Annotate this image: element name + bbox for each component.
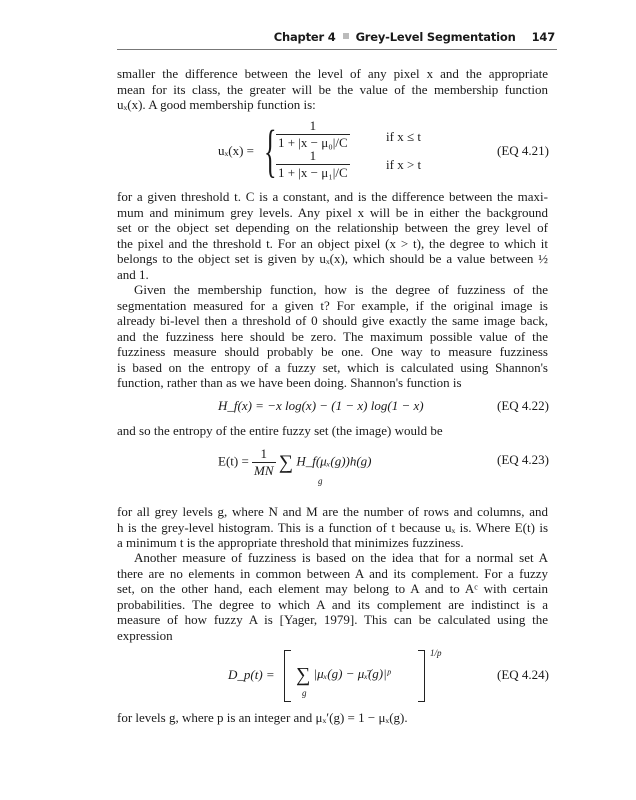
text-line: set or the object set depending on the relationship between the grey level of (117, 220, 548, 235)
eq423-rhs: H_f(μₓ(g))h(g) (296, 453, 372, 469)
numerator: 1 (260, 446, 268, 461)
eq424-body (296, 664, 390, 687)
eq423-main (218, 446, 372, 479)
chapter-title: Grey-Level Segmentation (355, 30, 516, 44)
text-line: h is the grey-level histogram. This is a function of t because uₓ is. Where E(t) is (117, 519, 548, 535)
eq421-case-1 (276, 148, 350, 181)
text-line: belongs to the object set is given by uₓ(x), which should be a value between ½ (117, 251, 548, 266)
eq424-lhs: D_p(t) = (228, 667, 275, 682)
header-rule (117, 49, 557, 50)
denominator: MN (254, 463, 274, 478)
denominator: 1 + |x − μ₁|/C (278, 165, 348, 180)
text-line: expression (117, 627, 173, 643)
text-line: already bi-level then a threshold of 0 should give exactly the same image back, (117, 313, 548, 328)
text-line: Given the membership function, how is the degree of fuzziness of the (134, 282, 548, 297)
text-line: mum and minimum grey levels. Any pixel x will be in either the background (117, 204, 548, 220)
eq423-sum-index: g (318, 476, 323, 486)
text-line: Another measure of fuzziness is based on the idea that for a normal set A (134, 550, 548, 565)
text-line: and so the entropy of the entire fuzzy set (the image) would be (117, 423, 443, 438)
numerator: 1 (309, 148, 317, 163)
text-line: measure of how fuzzy A is [Yager, 1979]. This can be calculated using the (117, 612, 548, 627)
eq424-label: (EQ 4.24) (497, 667, 549, 682)
text-line: uₓ(x). A good membership function is: (117, 97, 316, 112)
eq421-case-0 (276, 118, 350, 151)
text-line: the pixel and the threshold t. For an object pixel (x > t), the degree to which it (117, 235, 548, 251)
text-line: probabilities. The degree to which A and its complement are indistinct is a (117, 596, 548, 612)
text-line: smaller the difference between the level of any pixel x and the appropriate (117, 66, 548, 81)
left-bracket (284, 650, 291, 702)
eq422-body: H_f(x) = −x log(x) − (1 − x) log(1 − x) (218, 398, 424, 413)
text-line: for a given threshold t. C is a constant, and is the difference between the maxi- (117, 189, 548, 204)
eq423-lhs: E(t) = (218, 453, 249, 469)
eq421-cond-0: if x ≤ t (386, 129, 421, 144)
text-line: set, on the other hand, each element may belong to A and to Aᶜ with certain (117, 581, 548, 596)
text-line: mean for its class, the greater will be the value of the membership function (117, 81, 548, 97)
text-line: is based on the entropy of a fuzzy set, which is calculated using Shannon's (117, 359, 548, 375)
eq422-label: (EQ 4.22) (497, 398, 549, 413)
denominator: 1 + |x − μ₀|/C (278, 135, 348, 150)
eq421-label: (EQ 4.21) (497, 143, 549, 158)
text-line: for levels g, where p is an integer and μₓ′(g) = 1 − μₓ(g). (117, 710, 408, 725)
text-line: segmentation measured for a given t? For example, if the original image is (117, 297, 548, 313)
text-line: for all grey levels g, where N and M are the number of rows and columns, and (117, 504, 548, 519)
text-line: function, rather than as we have been doing. Shannon's function is (117, 375, 462, 390)
eq424-sum-index: g (302, 688, 307, 698)
separator-square-icon (343, 33, 349, 39)
text-line: and the fuzziness here should be zero. The maximum possible value of the (117, 328, 548, 344)
sum-symbol: ∑ (296, 664, 311, 686)
eq424-exponent: 1/p (430, 648, 442, 658)
eq424-summand: |μₓ(g) − μₓ̄(g)|ᵖ (313, 666, 391, 681)
eq423-label: (EQ 4.23) (497, 452, 549, 467)
page-number: 147 (531, 30, 555, 44)
text-line: a minimum t is the appropriate threshold that minimizes fuzziness. (117, 535, 464, 550)
eq421-cond-1: if x > t (386, 157, 422, 172)
text-line: there are no elements in common between A and its complement. For a fuzzy (117, 565, 548, 581)
brace-symbol: { (264, 118, 277, 183)
text-line: fuzziness measure should probably be one. One way to measure fuzziness (117, 344, 548, 359)
sum-symbol: ∑ (278, 451, 294, 474)
text-line: and 1. (117, 266, 149, 282)
running-header (274, 30, 555, 44)
chapter-number: Chapter 4 (273, 30, 336, 44)
numerator: 1 (309, 118, 317, 133)
right-bracket (418, 650, 425, 702)
eq421-lhs: uₓ(x) = (218, 143, 255, 158)
